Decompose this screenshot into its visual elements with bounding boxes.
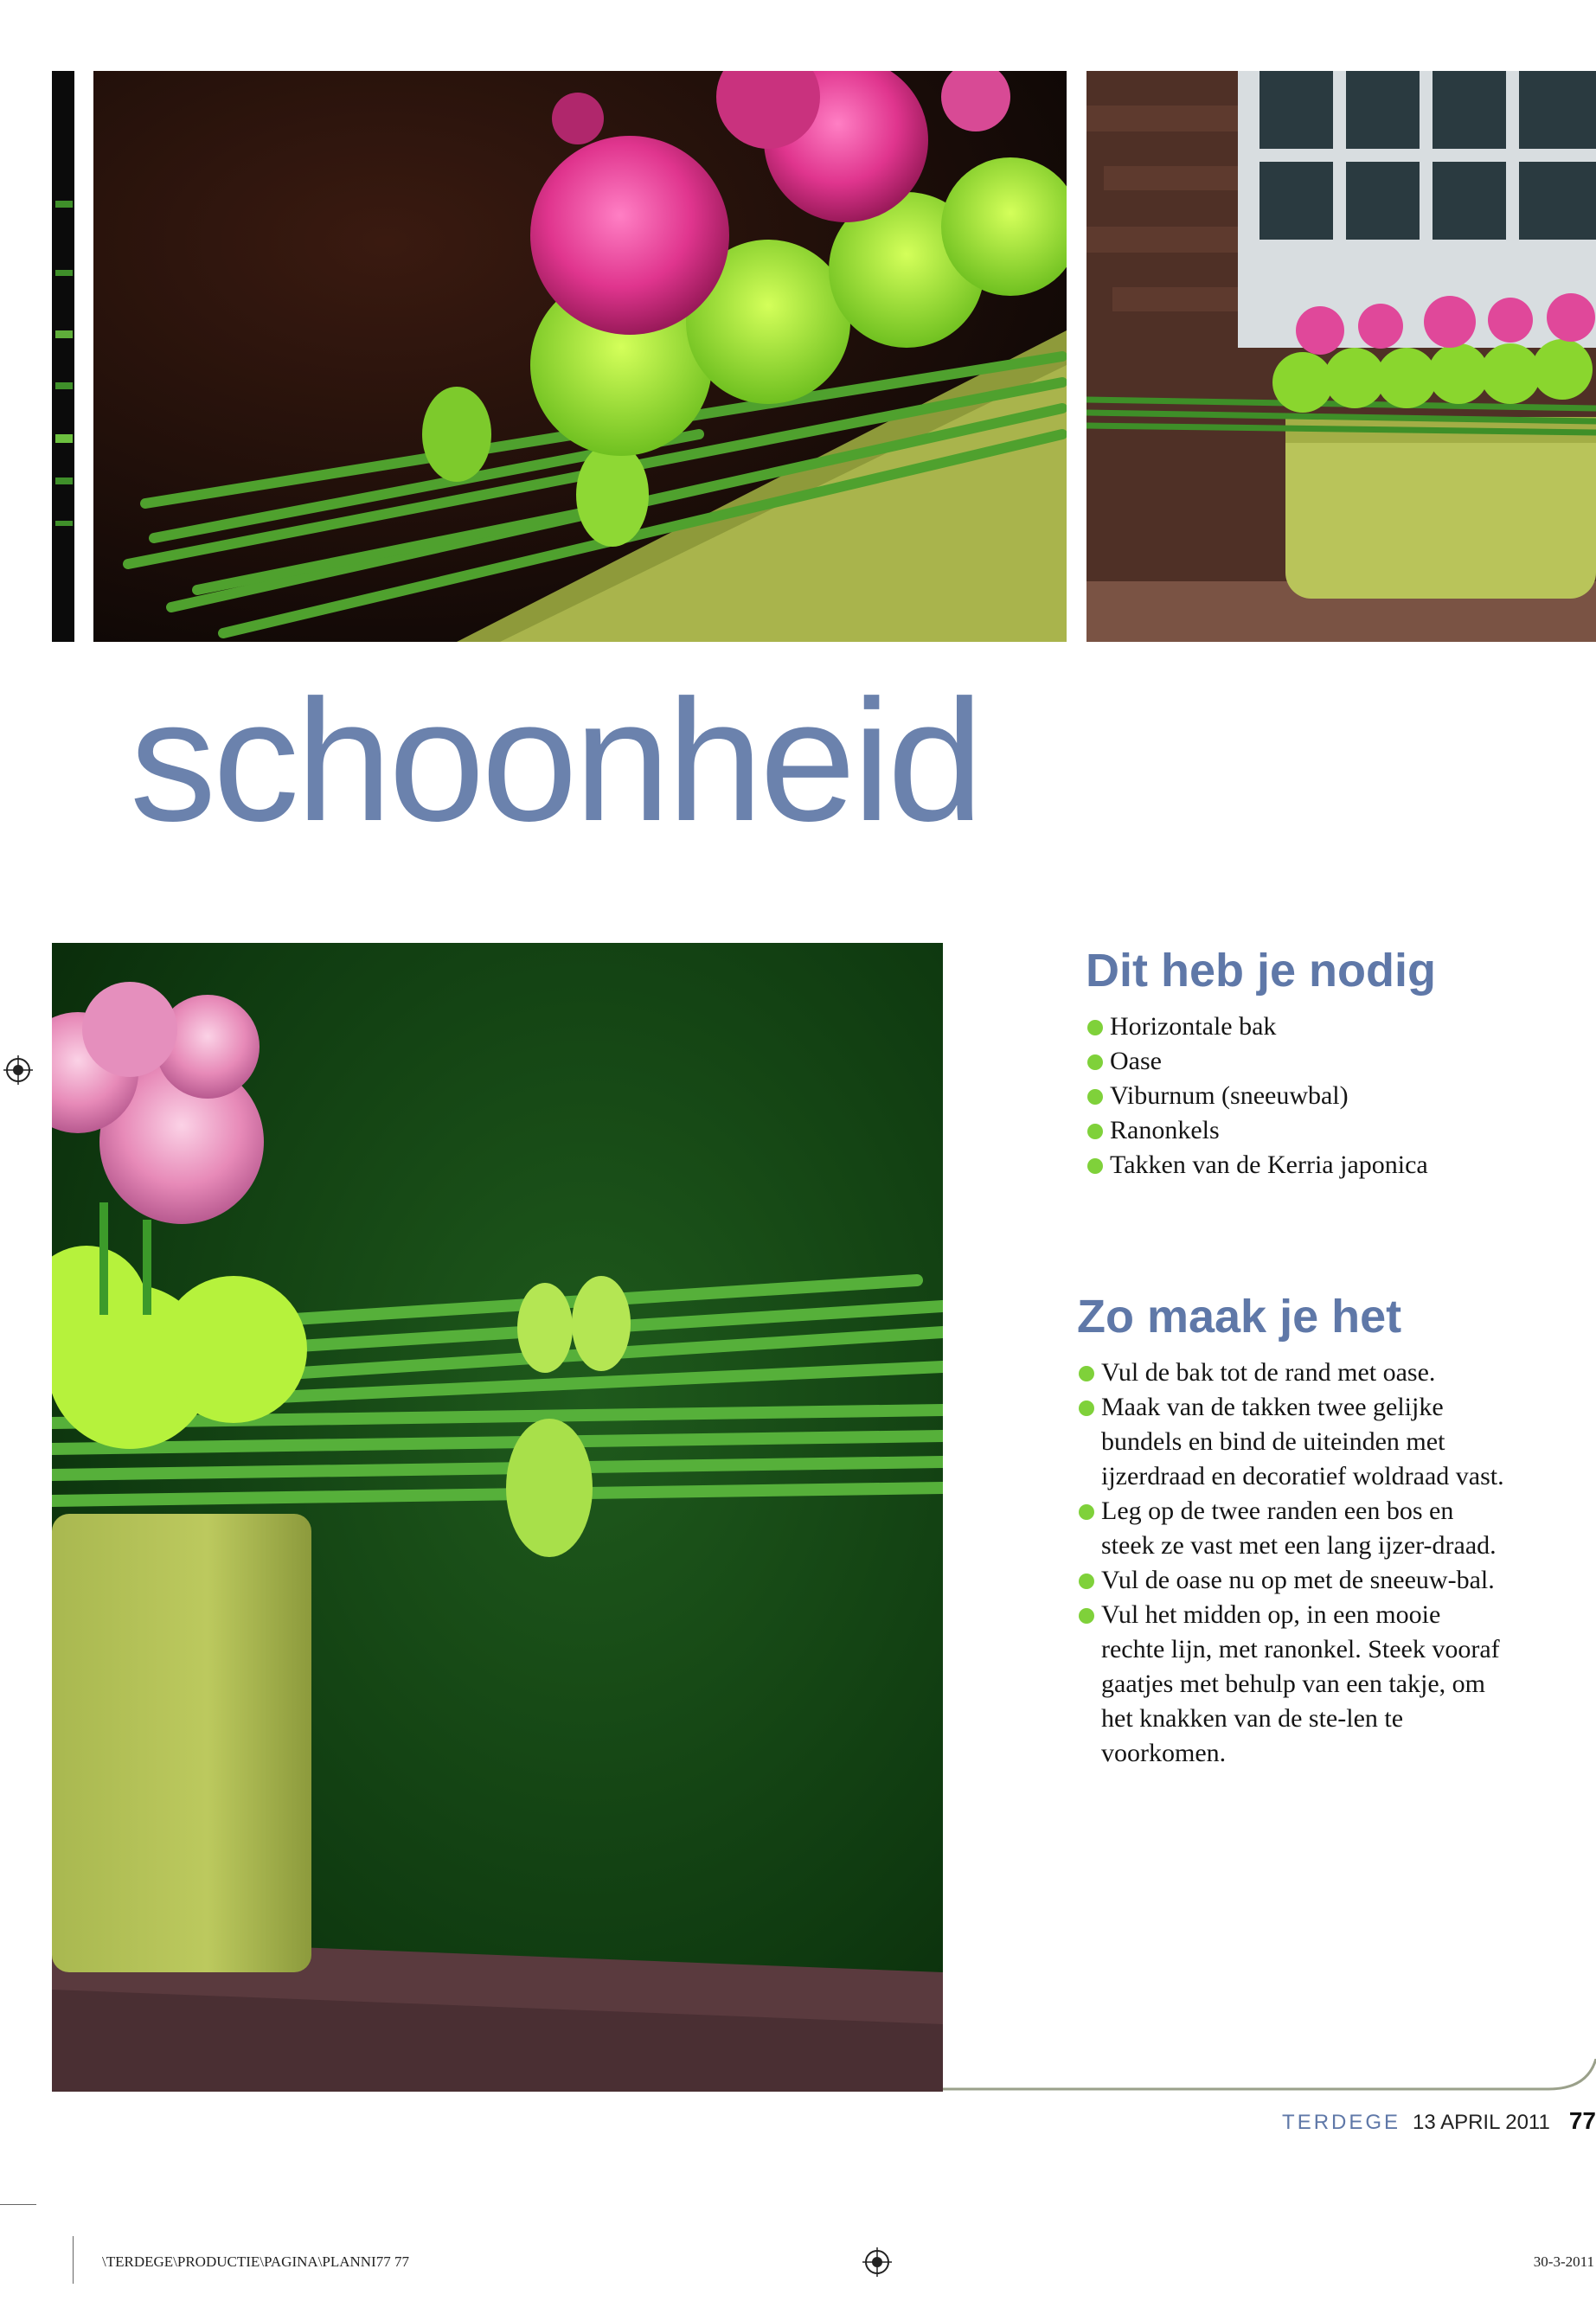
list-item: Oase xyxy=(1086,1044,1570,1079)
list-item: Horizontale bak xyxy=(1086,1009,1570,1044)
list-item: Ranonkels xyxy=(1086,1113,1570,1148)
window-arrangement-graphic xyxy=(1086,71,1596,642)
magazine-name: TERDEGE xyxy=(1282,2111,1401,2134)
green-dot-icon xyxy=(1087,1124,1103,1139)
registration-mark-icon xyxy=(862,2247,892,2277)
green-stems-edge-graphic xyxy=(52,71,74,642)
page-title: schoonheid xyxy=(130,664,981,857)
green-dot-icon xyxy=(1079,1366,1094,1381)
green-dot-icon xyxy=(1079,1504,1094,1520)
green-dot-icon xyxy=(1087,1089,1103,1105)
page-number: 77 xyxy=(1568,2107,1596,2134)
materials-list xyxy=(1086,1009,1570,1183)
list-item: Leg op de twee randen een bos en steek ze vast met een lang ijzer-draad. xyxy=(1077,1494,1509,1563)
slug-path: \TERDEGE\PRODUCTIE\PAGINA\PLANNI77 77 xyxy=(102,2253,409,2270)
list-item: Maak van de takken twee gelijke bundels en bind de uiteinden met ijzerdraad en decoratief woldraad vast. xyxy=(1077,1390,1509,1494)
green-dot-icon xyxy=(1079,1608,1094,1624)
list-item: Takken van de Kerria japonica xyxy=(1086,1148,1570,1183)
instructions-section xyxy=(1077,1293,1579,1771)
list-item: Vul de oase nu op met de sneeuw-bal. xyxy=(1077,1563,1509,1598)
registration-mark-icon xyxy=(3,1055,33,1085)
green-dot-icon xyxy=(1079,1574,1094,1589)
crop-mark xyxy=(73,2236,74,2284)
flower-closeup-graphic xyxy=(93,71,1067,642)
photo-gutter xyxy=(74,71,93,642)
slug-date: 30-3-2011 xyxy=(1533,2253,1594,2270)
list-item: Vul de bak tot de rand met oase. xyxy=(1077,1356,1509,1390)
list-item: Viburnum (sneeuwbal) xyxy=(1086,1079,1570,1113)
instructions-heading: Zo maak je het xyxy=(1077,1291,1402,1343)
photo-arrangement-side-view xyxy=(52,943,943,2092)
photo-arrangement-by-window xyxy=(1086,71,1596,642)
instructions-list xyxy=(1077,1356,1509,1771)
green-dot-icon xyxy=(1079,1400,1094,1416)
issue-date: 13 APRIL 2011 xyxy=(1413,2111,1550,2134)
green-dot-icon xyxy=(1087,1158,1103,1174)
photo-flower-arrangement-closeup xyxy=(93,71,1067,642)
materials-heading: Dit heb je nodig xyxy=(1086,945,1436,997)
page-edge-curve xyxy=(943,2059,1596,2098)
crop-mark xyxy=(0,2204,36,2205)
green-dot-icon xyxy=(1087,1020,1103,1035)
materials-section xyxy=(1086,947,1570,1183)
side-view-graphic xyxy=(52,943,943,2092)
green-dot-icon xyxy=(1087,1054,1103,1070)
page-footer xyxy=(1282,2107,1596,2135)
photo-edge-strip xyxy=(52,71,74,642)
list-item: Vul het midden op, in een mooie rechte lijn, met ranonkel. Steek vooraf gaatjes met behulp van een takje, om het knakken van de ste-len te voorkomen. xyxy=(1077,1598,1509,1771)
